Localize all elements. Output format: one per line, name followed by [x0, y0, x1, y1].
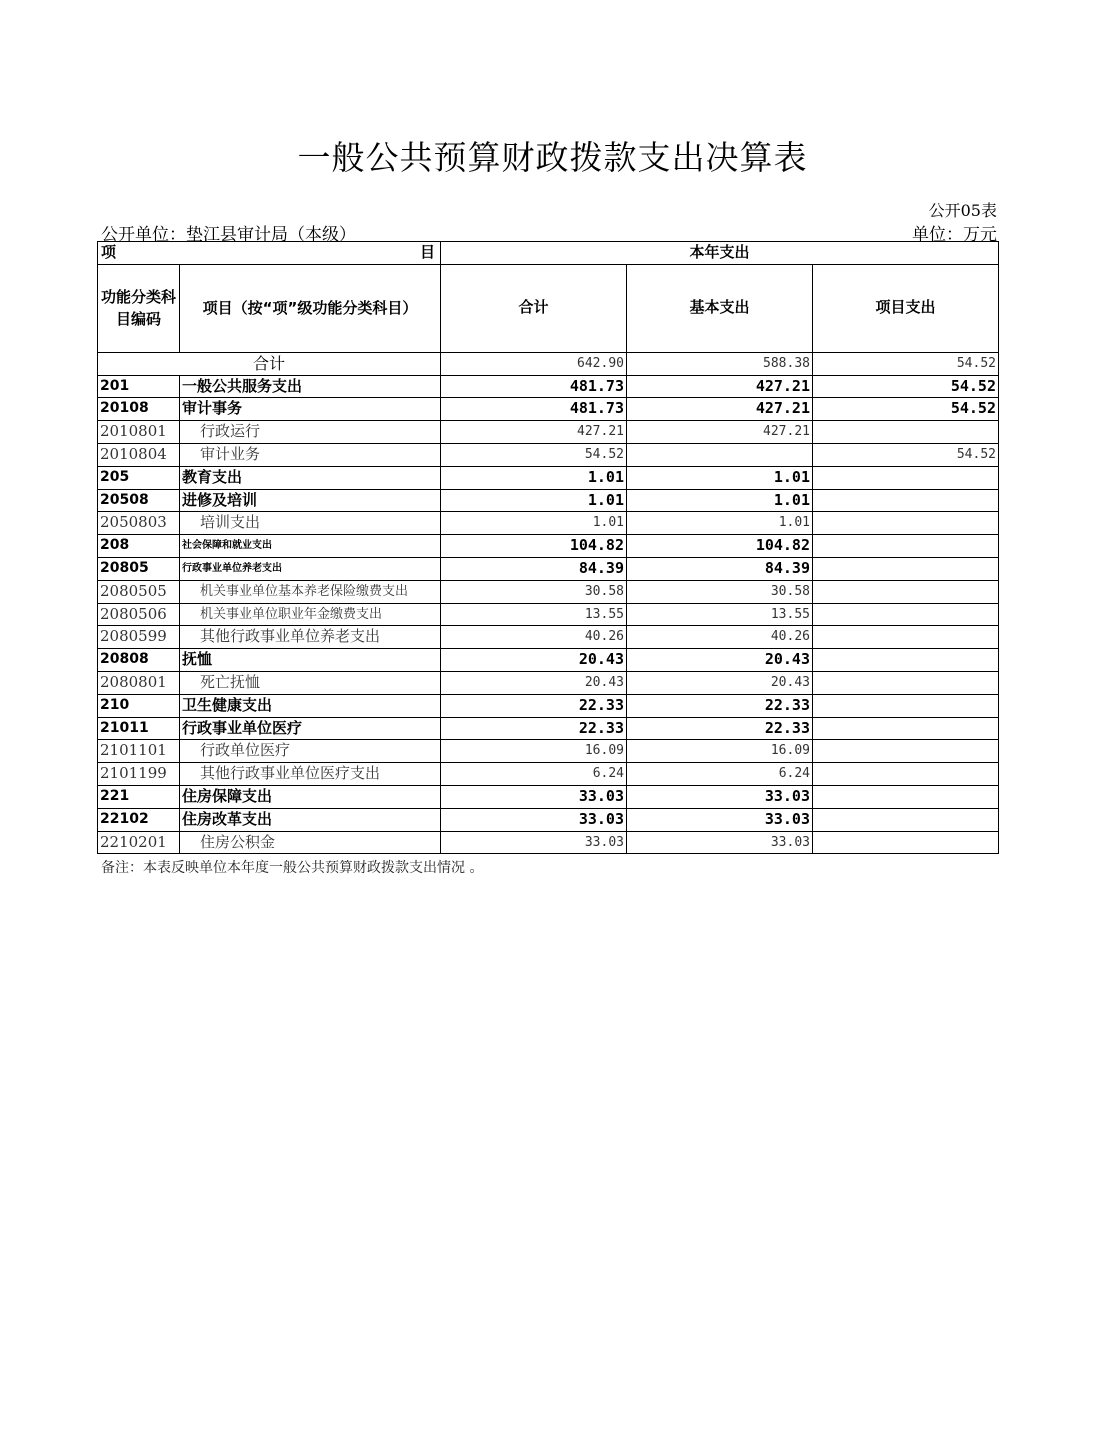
row-project [813, 808, 999, 831]
row-name: 机关事业单位职业年金缴费支出 [180, 603, 441, 626]
row-basic [627, 443, 813, 466]
row-basic: 16.09 [627, 740, 813, 763]
table-row [98, 694, 999, 717]
header-code: 功能分类科目编码 [98, 264, 180, 352]
row-code: 2010804 [98, 443, 180, 466]
row-name: 行政运行 [180, 421, 441, 444]
row-code: 21011 [98, 717, 180, 740]
total-label: 合计 [98, 352, 441, 375]
row-name: 卫生健康支出 [180, 694, 441, 717]
row-code: 2080505 [98, 580, 180, 603]
row-project [813, 649, 999, 672]
row-code: 221 [98, 785, 180, 808]
row-project [813, 580, 999, 603]
row-project [813, 831, 999, 854]
row-name: 其他行政事业单位养老支出 [180, 626, 441, 649]
header-item-left: 项 [101, 243, 117, 261]
row-total: 1.01 [441, 466, 627, 489]
header-item [98, 242, 441, 265]
row-code: 20805 [98, 557, 180, 580]
row-basic: 20.43 [627, 649, 813, 672]
row-total: 481.73 [441, 375, 627, 398]
table-row [98, 421, 999, 444]
row-basic: 6.24 [627, 763, 813, 786]
row-basic: 84.39 [627, 557, 813, 580]
row-project [813, 671, 999, 694]
table-row [98, 512, 999, 535]
reporting-unit: 公开单位：垫江县审计局（本级） [101, 225, 356, 245]
table-row [98, 557, 999, 580]
row-total: 84.39 [441, 557, 627, 580]
total-basic: 588.38 [627, 352, 813, 375]
table-row [98, 535, 999, 558]
row-project [813, 489, 999, 512]
header-item-right: 目 [419, 243, 435, 261]
row-name: 其他行政事业单位医疗支出 [180, 763, 441, 786]
table-row [98, 671, 999, 694]
page-title: 一般公共预算财政拨款支出决算表 [297, 138, 808, 177]
row-name: 教育支出 [180, 466, 441, 489]
row-basic: 33.03 [627, 831, 813, 854]
row-name: 住房公积金 [180, 831, 441, 854]
row-basic: 104.82 [627, 535, 813, 558]
row-code: 208 [98, 535, 180, 558]
row-code: 2210201 [98, 831, 180, 854]
total-total: 642.90 [441, 352, 627, 375]
table-row [98, 603, 999, 626]
header-name: 项目（按“项”级功能分类科目） [180, 264, 441, 352]
unit-line [101, 220, 997, 245]
row-total: 1.01 [441, 512, 627, 535]
row-code: 20508 [98, 489, 180, 512]
row-name: 住房改革支出 [180, 808, 441, 831]
row-basic: 30.58 [627, 580, 813, 603]
row-project: 54.52 [813, 375, 999, 398]
row-basic: 40.26 [627, 626, 813, 649]
row-code: 22102 [98, 808, 180, 831]
row-code: 2010801 [98, 421, 180, 444]
row-total: 20.43 [441, 649, 627, 672]
header-year-spend: 本年支出 [441, 242, 999, 265]
row-total: 30.58 [441, 580, 627, 603]
row-code: 201 [98, 375, 180, 398]
row-code: 210 [98, 694, 180, 717]
table-row [98, 443, 999, 466]
row-project [813, 557, 999, 580]
row-project [813, 717, 999, 740]
row-basic: 1.01 [627, 512, 813, 535]
row-code: 2101101 [98, 740, 180, 763]
header-basic: 基本支出 [627, 264, 813, 352]
table-row [98, 763, 999, 786]
row-total: 22.33 [441, 694, 627, 717]
table-row [98, 831, 999, 854]
row-name: 抚恤 [180, 649, 441, 672]
row-code: 20108 [98, 398, 180, 421]
row-total: 481.73 [441, 398, 627, 421]
row-total: 16.09 [441, 740, 627, 763]
row-name: 行政事业单位养老支出 [180, 557, 441, 580]
row-total: 13.55 [441, 603, 627, 626]
footnote: 备注：本表反映单位本年度一般公共预算财政拨款支出情况 。 [101, 860, 484, 876]
table-row [98, 580, 999, 603]
table-row [98, 466, 999, 489]
row-project [813, 421, 999, 444]
total-row [98, 352, 999, 375]
table-row [98, 626, 999, 649]
row-basic: 33.03 [627, 785, 813, 808]
row-project [813, 763, 999, 786]
row-total: 33.03 [441, 831, 627, 854]
row-name: 审计业务 [180, 443, 441, 466]
row-total: 54.52 [441, 443, 627, 466]
table-row [98, 717, 999, 740]
row-name: 一般公共服务支出 [180, 375, 441, 398]
row-code: 205 [98, 466, 180, 489]
row-total: 33.03 [441, 785, 627, 808]
row-total: 20.43 [441, 671, 627, 694]
row-name: 进修及培训 [180, 489, 441, 512]
row-basic: 1.01 [627, 489, 813, 512]
row-basic: 427.21 [627, 421, 813, 444]
row-basic: 33.03 [627, 808, 813, 831]
row-basic: 427.21 [627, 375, 813, 398]
row-total: 1.01 [441, 489, 627, 512]
row-name: 机关事业单位基本养老保险缴费支出 [180, 580, 441, 603]
row-code: 2101199 [98, 763, 180, 786]
row-project [813, 512, 999, 535]
row-name: 审计事务 [180, 398, 441, 421]
table-row [98, 375, 999, 398]
row-total: 6.24 [441, 763, 627, 786]
row-basic: 427.21 [627, 398, 813, 421]
row-name: 培训支出 [180, 512, 441, 535]
row-name: 住房保障支出 [180, 785, 441, 808]
row-total: 427.21 [441, 421, 627, 444]
row-project [813, 603, 999, 626]
row-project [813, 626, 999, 649]
header-total: 合计 [441, 264, 627, 352]
row-name: 社会保障和就业支出 [180, 535, 441, 558]
currency-unit: 单位：万元 [912, 225, 997, 245]
table-row [98, 489, 999, 512]
expenditure-table [97, 241, 999, 854]
row-total: 33.03 [441, 808, 627, 831]
row-basic: 22.33 [627, 694, 813, 717]
row-code: 2080801 [98, 671, 180, 694]
total-project: 54.52 [813, 352, 999, 375]
row-total: 40.26 [441, 626, 627, 649]
row-project [813, 740, 999, 763]
row-basic: 20.43 [627, 671, 813, 694]
row-code: 2080506 [98, 603, 180, 626]
row-project [813, 694, 999, 717]
table-row [98, 398, 999, 421]
row-basic: 1.01 [627, 466, 813, 489]
row-name: 行政事业单位医疗 [180, 717, 441, 740]
row-code: 20808 [98, 649, 180, 672]
form-number: 公开05表 [928, 201, 997, 220]
header-project: 项目支出 [813, 264, 999, 352]
header-row-1 [98, 242, 999, 265]
table-row [98, 785, 999, 808]
table-row [98, 649, 999, 672]
row-name: 行政单位医疗 [180, 740, 441, 763]
row-project [813, 466, 999, 489]
row-project: 54.52 [813, 443, 999, 466]
row-total: 104.82 [441, 535, 627, 558]
row-total: 22.33 [441, 717, 627, 740]
row-code: 2050803 [98, 512, 180, 535]
table-row [98, 740, 999, 763]
row-project: 54.52 [813, 398, 999, 421]
row-name: 死亡抚恤 [180, 671, 441, 694]
row-project [813, 785, 999, 808]
row-code: 2080599 [98, 626, 180, 649]
row-basic: 22.33 [627, 717, 813, 740]
row-project [813, 535, 999, 558]
row-basic: 13.55 [627, 603, 813, 626]
header-row-2 [98, 264, 999, 352]
table-row [98, 808, 999, 831]
